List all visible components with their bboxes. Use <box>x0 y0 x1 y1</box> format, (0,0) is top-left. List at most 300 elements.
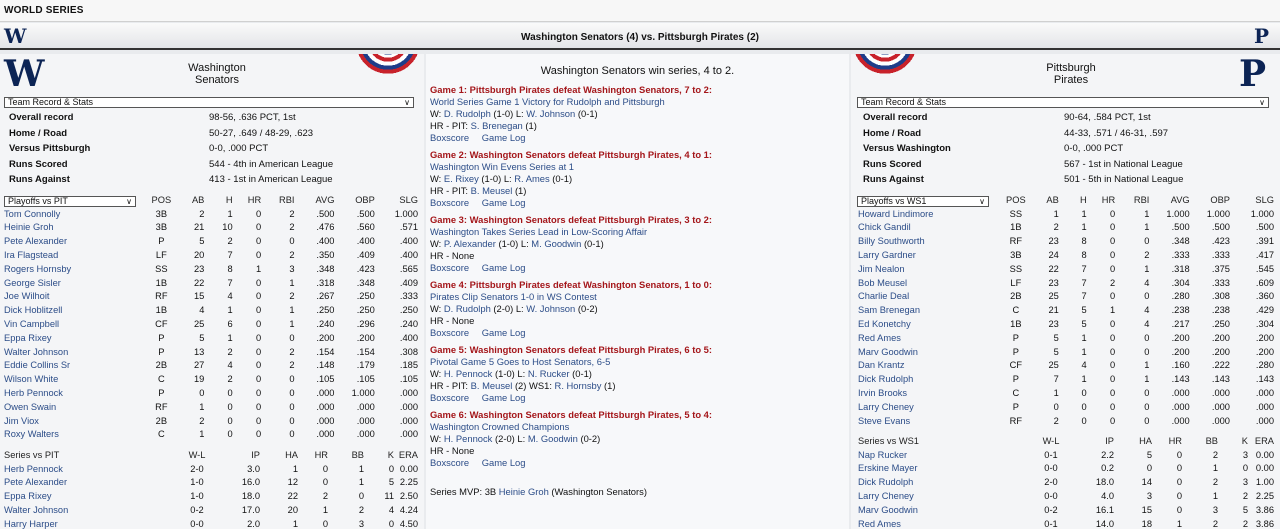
stat-cell: 4 <box>199 305 205 316</box>
stat-cell: 0 <box>1110 332 1116 343</box>
stat-cell: .000 <box>399 415 418 426</box>
batting-split-select[interactable]: Playoffs vs WS1 ∨ <box>857 196 989 207</box>
game-links <box>430 262 842 274</box>
game-headline-link[interactable]: Washington Win Evens Series at 1 <box>430 161 574 172</box>
stat-cell: 0 <box>227 415 233 426</box>
winning-record: (1-0) L: <box>498 238 529 249</box>
player-link[interactable]: Steve Evans <box>858 415 911 426</box>
stat-cell: 0 <box>1176 463 1182 474</box>
boxscore-link[interactable]: Boxscore <box>430 457 470 468</box>
game-header: Game 5: Washington Senators defeat Pittsburgh Pirates, 6 to 5: <box>430 344 712 355</box>
losing-pitcher-link[interactable]: W. Johnson <box>526 303 576 314</box>
record-value: 567 - 1st in National League <box>1064 158 1183 170</box>
stat-cell: 2B <box>155 360 168 371</box>
losing-pitcher-link[interactable]: W. Johnson <box>526 108 576 119</box>
stat-cell: 2 <box>289 222 295 233</box>
washington-panel <box>0 54 424 529</box>
table-row <box>4 414 418 428</box>
column-header-slg[interactable]: SLG <box>1255 194 1274 205</box>
stat-cell: .500 <box>316 208 335 219</box>
chevron-down-icon: ∨ <box>1259 98 1265 107</box>
stat-cell: 7 <box>1081 277 1087 288</box>
player-column-header <box>858 193 1001 207</box>
stat-cell: 0 <box>289 332 295 343</box>
hr-player-link[interactable]: B. Meusel <box>470 185 513 196</box>
player-link[interactable]: Jim Nealon <box>858 263 905 274</box>
player-link[interactable]: Pete Alexander <box>4 477 68 488</box>
stat-cell: 0 <box>289 236 295 247</box>
stat-cell: 4 <box>1081 360 1087 371</box>
stat-cell: 0 <box>1053 401 1059 412</box>
stat-cell: 14.0 <box>1095 518 1114 529</box>
pitching-header-row <box>858 434 1274 448</box>
table-row <box>858 303 1274 317</box>
view-select[interactable]: Team Record & Stats ∨ <box>4 97 414 108</box>
stat-cell: 2 <box>1053 415 1059 426</box>
player-link[interactable]: Ed Konetchy <box>858 319 911 330</box>
column-header-rbi[interactable]: RBI <box>1133 194 1150 205</box>
stat-cell: .105 <box>399 374 418 385</box>
boxscore-link[interactable]: Boxscore <box>430 197 470 208</box>
stat-cell: 4 <box>388 505 394 516</box>
stat-cell: 1 <box>1081 374 1087 385</box>
stat-cell: 15 <box>194 291 205 302</box>
bunting-decoration <box>853 54 917 86</box>
column-header-avg[interactable]: AVG <box>315 194 335 205</box>
stat-cell: 0-0 <box>190 518 204 529</box>
player-link[interactable]: Owen Swain <box>4 401 57 412</box>
stat-cell: 2 <box>1212 477 1218 488</box>
stat-cell: 1B <box>1010 222 1022 233</box>
player-link[interactable]: Billy Southworth <box>858 236 925 247</box>
stat-cell: 0 <box>1110 263 1116 274</box>
player-link[interactable]: Larry Cheney <box>858 401 914 412</box>
stat-cell: CF <box>155 319 168 330</box>
stat-cell: 1 <box>227 332 233 343</box>
column-header-ip[interactable]: IP <box>251 449 260 460</box>
player-link[interactable]: Howard Lindimore <box>858 208 934 219</box>
winning-pitcher-link[interactable]: E. Rixey <box>443 173 479 184</box>
stat-cell: 1 <box>227 305 233 316</box>
stat-cell: .400 <box>399 332 418 343</box>
stat-cell: 0 <box>1110 374 1116 385</box>
player-link[interactable]: Eppa Rixey <box>4 332 52 343</box>
stat-cell: 2 <box>1053 222 1059 233</box>
player-link[interactable]: Eddie Collins Sr <box>4 360 71 371</box>
no-home-runs: HR - None <box>430 315 475 326</box>
stat-cell: 5 <box>1146 449 1152 460</box>
column-header-avg[interactable]: AVG <box>1170 194 1190 205</box>
stat-cell: 2 <box>227 374 233 385</box>
stat-cell: 0 <box>289 388 295 399</box>
player-link[interactable]: Roxy Walters <box>4 429 59 440</box>
stat-cell: RF <box>1009 236 1023 247</box>
game-log-link[interactable]: Game Log <box>481 457 526 468</box>
stat-cell: 2 <box>1144 250 1150 261</box>
stat-cell: 0 <box>256 332 262 343</box>
boxscore-link[interactable]: Boxscore <box>430 132 470 143</box>
game-log-link[interactable]: Game Log <box>481 327 526 338</box>
senators-logo-small[interactable]: W <box>4 24 27 48</box>
game-links <box>430 132 842 144</box>
stat-cell: .318 <box>316 277 335 288</box>
stat-cell: 4 <box>1144 305 1150 316</box>
player-link[interactable]: Dick Rudolph <box>858 477 914 488</box>
stat-cell: 1 <box>1053 388 1059 399</box>
player-link[interactable]: Pete Alexander <box>4 236 68 247</box>
player-link[interactable]: Heinie Groh <box>4 222 54 233</box>
record-label: Home / Road <box>9 127 68 139</box>
column-header-h[interactable]: H <box>1079 194 1087 205</box>
stat-cell: .000 <box>356 401 375 412</box>
hr-player-link[interactable]: R. Hornsby <box>554 380 602 391</box>
column-header-hr[interactable]: HR <box>1101 194 1116 205</box>
player-link[interactable]: Chick Gandil <box>858 222 911 233</box>
stat-cell: 0-1 <box>1044 518 1058 529</box>
record-label: Versus Washington <box>863 143 951 154</box>
stat-cell: RF <box>155 291 168 302</box>
column-header-w-l[interactable]: W-L <box>1042 435 1060 446</box>
stat-cell: 0 <box>227 429 233 440</box>
losing-pitcher-link[interactable]: M. Goodwin <box>527 433 578 444</box>
stat-cell: .000 <box>356 429 375 440</box>
hr-count: (1) <box>525 120 537 131</box>
record-value: 44-33, .571 / 46-31, .597 <box>1064 127 1169 139</box>
record-label: Versus Pittsburgh <box>9 143 91 154</box>
stat-cell: 0 <box>1144 401 1150 412</box>
stat-cell: 12 <box>287 477 298 488</box>
table-row <box>4 428 418 442</box>
table-row <box>858 221 1274 235</box>
player-link[interactable]: Nap Rucker <box>858 449 908 460</box>
table-row <box>858 234 1274 248</box>
stat-cell: .000 <box>1171 401 1190 412</box>
stat-cell: .000 <box>399 429 418 440</box>
player-link[interactable]: Tom Connolly <box>4 208 61 219</box>
player-link[interactable]: Marv Goodwin <box>858 504 918 515</box>
stat-cell: 0 <box>1110 346 1116 357</box>
stat-cell: .333 <box>1211 277 1230 288</box>
losing-record: (0-2) <box>580 433 601 444</box>
batting-split-select[interactable]: Playoffs vs PIT ∨ <box>4 196 136 207</box>
boxscore-link[interactable]: Boxscore <box>430 327 470 338</box>
player-link[interactable]: Dick Hoblitzell <box>4 305 63 316</box>
winning-pitcher-link[interactable]: H. Pennock <box>443 433 493 444</box>
player-link[interactable]: Larry Cheney <box>858 491 914 502</box>
winning-pitcher-link[interactable]: H. Pennock <box>443 368 493 379</box>
column-header-bb[interactable]: BB <box>1205 435 1218 446</box>
game-headline-link[interactable]: Pivotal Game 5 Goes to Host Senators, 6-5 <box>430 356 611 367</box>
pirates-logo-small[interactable]: P <box>1254 24 1270 48</box>
stat-cell: 0 <box>1144 388 1150 399</box>
stat-cell: SS <box>1009 208 1023 219</box>
stat-cell: 0 <box>1081 388 1087 399</box>
stat-cell: 2 <box>1212 449 1218 460</box>
player-link[interactable]: Marv Goodwin <box>858 346 918 357</box>
stat-cell: .609 <box>1255 277 1274 288</box>
stat-cell: 4 <box>1144 277 1150 288</box>
game-entry <box>430 409 842 469</box>
losing-pitcher-link[interactable]: M. Goodwin <box>531 238 582 249</box>
game-log-link[interactable]: Game Log <box>481 197 526 208</box>
stat-cell: 0 <box>1110 222 1116 233</box>
column-header-obp[interactable]: OBP <box>355 194 375 205</box>
stat-cell: 3B <box>155 208 168 219</box>
stat-cell: .348 <box>356 277 375 288</box>
stat-cell: 18.0 <box>1095 477 1114 488</box>
hr-player-link[interactable]: S. Brenegan <box>470 120 523 131</box>
stat-cell: 3 <box>289 263 295 274</box>
decisions-prefix: W: <box>430 433 442 444</box>
game-entry <box>430 84 842 144</box>
chevron-down-icon: ∨ <box>979 197 985 206</box>
stat-cell: .148 <box>316 360 335 371</box>
stat-cell: P <box>1012 401 1019 412</box>
player-link[interactable]: Red Ames <box>858 332 901 343</box>
stat-cell: 27 <box>194 360 205 371</box>
decisions-line <box>430 368 842 380</box>
window-title: WORLD SERIES <box>4 5 84 16</box>
stat-cell: .348 <box>316 263 335 274</box>
stat-cell: 3 <box>1212 504 1218 515</box>
column-header-ha[interactable]: HA <box>1139 435 1152 446</box>
player-link[interactable]: Eppa Rixey <box>4 491 52 502</box>
game-headline-link[interactable]: World Series Game 1 Victory for Rudolph and Pittsburgh <box>430 96 665 107</box>
column-header-w-l[interactable]: W-L <box>188 449 206 460</box>
stat-cell: .200 <box>1255 346 1274 357</box>
losing-record: (0-2) <box>577 303 598 314</box>
column-header-k[interactable]: K <box>1241 435 1248 446</box>
losing-pitcher-link[interactable]: N. Rucker <box>527 368 570 379</box>
stat-cell: .200 <box>1171 346 1190 357</box>
stat-cell: 1 <box>1053 208 1059 219</box>
column-header-k[interactable]: K <box>387 449 394 460</box>
column-header-ip[interactable]: IP <box>1105 435 1114 446</box>
stat-cell: 0 <box>1110 388 1116 399</box>
player-link[interactable]: Walter Johnson <box>4 505 69 516</box>
player-link[interactable]: Bob Meusel <box>858 277 908 288</box>
column-header-pos[interactable]: POS <box>151 194 172 205</box>
player-link[interactable]: Harry Harper <box>4 518 58 529</box>
stat-cell: 2 <box>199 415 205 426</box>
stat-cell: .240 <box>399 319 418 330</box>
stat-cell: 2 <box>289 360 295 371</box>
stat-cell: 0 <box>289 374 295 385</box>
hr-prefix: HR - PIT: <box>430 120 469 131</box>
stat-cell: 0 <box>1144 332 1150 343</box>
column-header-hr[interactable]: HR <box>247 194 262 205</box>
losing-pitcher-link[interactable]: R. Ames <box>514 173 550 184</box>
column-header-obp[interactable]: OBP <box>1210 194 1230 205</box>
player-link[interactable]: Sam Brenegan <box>858 305 921 316</box>
player-link[interactable]: Dick Rudolph <box>858 374 914 385</box>
stat-cell: 3.0 <box>247 463 260 474</box>
stat-cell: .000 <box>399 388 418 399</box>
stat-cell: 3 <box>1146 491 1152 502</box>
player-link[interactable]: Irvin Brooks <box>858 388 908 399</box>
stat-cell: 2 <box>1242 491 1248 502</box>
stat-cell: 0 <box>256 291 262 302</box>
column-header-era[interactable]: ERA <box>398 449 418 460</box>
mvp-player-link[interactable]: Heinie Groh <box>498 486 549 497</box>
senators-logo[interactable]: W <box>4 54 45 95</box>
stat-cell: P <box>1012 332 1019 343</box>
column-header-ab[interactable]: AB <box>191 194 205 205</box>
decisions-line <box>430 433 842 445</box>
stat-cell: .348 <box>1171 236 1190 247</box>
winning-record: (1-0) L: <box>493 108 524 119</box>
stat-cell: 0 <box>256 429 262 440</box>
stat-cell: .250 <box>316 305 335 316</box>
stat-cell: 7 <box>1081 263 1087 274</box>
player-link[interactable]: Herb Pennock <box>4 388 63 399</box>
stat-cell: .565 <box>399 263 418 274</box>
stat-cell: .105 <box>316 374 335 385</box>
column-header-h[interactable]: H <box>225 194 233 205</box>
stat-cell: .000 <box>316 429 335 440</box>
pitching-header-row <box>4 448 418 462</box>
game-headline-link[interactable]: Pirates Clip Senators 1-0 in WS Contest <box>430 291 597 302</box>
winning-record: (1-0) L: <box>481 173 512 184</box>
hr-player-link[interactable]: B. Meusel <box>470 380 513 391</box>
decisions-line <box>430 303 842 315</box>
game-log-link[interactable]: Game Log <box>481 262 526 273</box>
table-row <box>4 234 418 248</box>
game-headline-link[interactable]: Washington Crowned Champions <box>430 421 570 432</box>
record-value: 90-64, .584 PCT, 1st <box>1064 112 1151 123</box>
stat-cell: 17.0 <box>241 505 260 516</box>
table-row <box>4 359 418 373</box>
winning-pitcher-link[interactable]: P. Alexander <box>443 238 496 249</box>
table-row <box>4 331 418 345</box>
table-row <box>858 475 1274 489</box>
decisions-prefix: W: <box>430 173 442 184</box>
boxscore-link[interactable]: Boxscore <box>430 392 470 403</box>
stat-cell: 0 <box>1081 415 1087 426</box>
winning-pitcher-link[interactable]: D. Rudolph <box>443 303 491 314</box>
boxscore-link[interactable]: Boxscore <box>430 262 470 273</box>
stat-cell: 0 <box>1110 401 1116 412</box>
stat-cell: 0 <box>322 477 328 488</box>
table-row <box>4 489 418 503</box>
player-link[interactable]: Walter Johnson <box>4 346 69 357</box>
player-link[interactable]: Herb Pennock <box>4 463 63 474</box>
stat-cell: 3B <box>1010 250 1022 261</box>
stat-cell: .500 <box>1255 222 1274 233</box>
losing-record: (0-1) <box>577 108 598 119</box>
stat-cell: 0 <box>388 518 394 529</box>
game-headline-link[interactable]: Washington Takes Series Lead in Low-Scoring Affair <box>430 226 648 237</box>
stat-cell: 0-1 <box>1044 449 1058 460</box>
stat-cell: 2.25 <box>1255 491 1274 502</box>
stat-cell: 2 <box>227 236 233 247</box>
stat-cell: 0 <box>1144 236 1150 247</box>
stat-cell: P <box>158 388 165 399</box>
game-log-link[interactable]: Game Log <box>481 392 526 403</box>
stat-cell: 22 <box>194 277 205 288</box>
table-row <box>858 207 1274 221</box>
stat-cell: 0 <box>358 491 364 502</box>
game-header: Game 6: Washington Senators defeat Pittsburgh Pirates, 5 to 4: <box>430 409 712 420</box>
column-header-hr[interactable]: HR <box>314 449 328 460</box>
no-home-runs: HR - None <box>430 250 475 261</box>
stat-cell: 0 <box>1176 504 1182 515</box>
player-link[interactable]: Red Ames <box>858 518 901 529</box>
column-header-rbi[interactable]: RBI <box>278 194 295 205</box>
table-row <box>4 248 418 262</box>
player-link[interactable]: Ira Flagstead <box>4 250 59 261</box>
stat-cell: 1 <box>1144 208 1150 219</box>
view-select[interactable]: Team Record & Stats ∨ <box>857 97 1269 108</box>
stat-cell: .000 <box>316 401 335 412</box>
stat-cell: 7 <box>1081 291 1087 302</box>
column-header-ha[interactable]: HA <box>285 449 298 460</box>
winning-pitcher-link[interactable]: D. Rudolph <box>443 108 491 119</box>
record-label: Home / Road <box>863 127 922 139</box>
table-row <box>4 317 418 331</box>
game-entry <box>430 214 842 274</box>
column-header-era[interactable]: ERA <box>1254 435 1274 446</box>
column-header-pos[interactable]: POS <box>1006 194 1026 205</box>
stat-cell: 19 <box>194 374 205 385</box>
stat-cell: 0 <box>256 346 262 357</box>
table-row <box>858 290 1274 304</box>
stat-cell: 0 <box>199 388 205 399</box>
player-link[interactable]: Larry Gardner <box>858 250 916 261</box>
stat-cell: .105 <box>356 374 375 385</box>
home-runs-line <box>430 445 842 457</box>
stat-cell: .318 <box>1171 263 1190 274</box>
player-link[interactable]: Rogers Hornsby <box>4 263 72 274</box>
stat-cell: .280 <box>1255 360 1274 371</box>
column-header-slg[interactable]: SLG <box>399 194 418 205</box>
column-header-bb[interactable]: BB <box>351 449 364 460</box>
stat-cell: 10 <box>222 222 233 233</box>
stat-cell: 2.2 <box>1101 449 1114 460</box>
table-row <box>858 372 1274 386</box>
pirates-logo[interactable]: P <box>1239 54 1267 95</box>
stat-cell: 0 <box>289 429 295 440</box>
game-log-link[interactable]: Game Log <box>481 132 526 143</box>
stat-cell: 2 <box>227 346 233 357</box>
player-link[interactable]: Erskine Mayer <box>858 463 918 474</box>
stat-cell: .391 <box>1255 236 1274 247</box>
stat-cell: LF <box>155 250 167 261</box>
stat-cell: 15 <box>1141 504 1152 515</box>
record-label: Runs Against <box>863 174 924 185</box>
stat-cell: 16.0 <box>241 477 260 488</box>
column-header-ab[interactable]: AB <box>1046 194 1059 205</box>
player-link[interactable]: Wilson White <box>4 374 59 385</box>
column-header-hr[interactable]: HR <box>1168 435 1182 446</box>
stat-cell: P <box>1012 346 1019 357</box>
player-link[interactable]: Joe Wilhoit <box>4 291 50 302</box>
player-link[interactable]: Dan Krantz <box>858 360 905 371</box>
stat-cell: .308 <box>399 346 418 357</box>
series-summary-panel <box>426 54 849 529</box>
winning-record: (2-0) L: <box>494 433 526 444</box>
player-link[interactable]: George Sisler <box>4 277 61 288</box>
player-link[interactable]: Vin Campbell <box>4 319 60 330</box>
player-link[interactable]: Charlie Deal <box>858 291 910 302</box>
stat-cell: 0 <box>1144 291 1150 302</box>
stat-cell: 1 <box>322 505 328 516</box>
player-link[interactable]: Jim Viox <box>4 415 39 426</box>
losing-record: (0-1) <box>552 173 573 184</box>
stat-cell: 0 <box>256 250 262 261</box>
stat-cell: .143 <box>1171 374 1190 385</box>
stat-cell: 23 <box>194 263 205 274</box>
